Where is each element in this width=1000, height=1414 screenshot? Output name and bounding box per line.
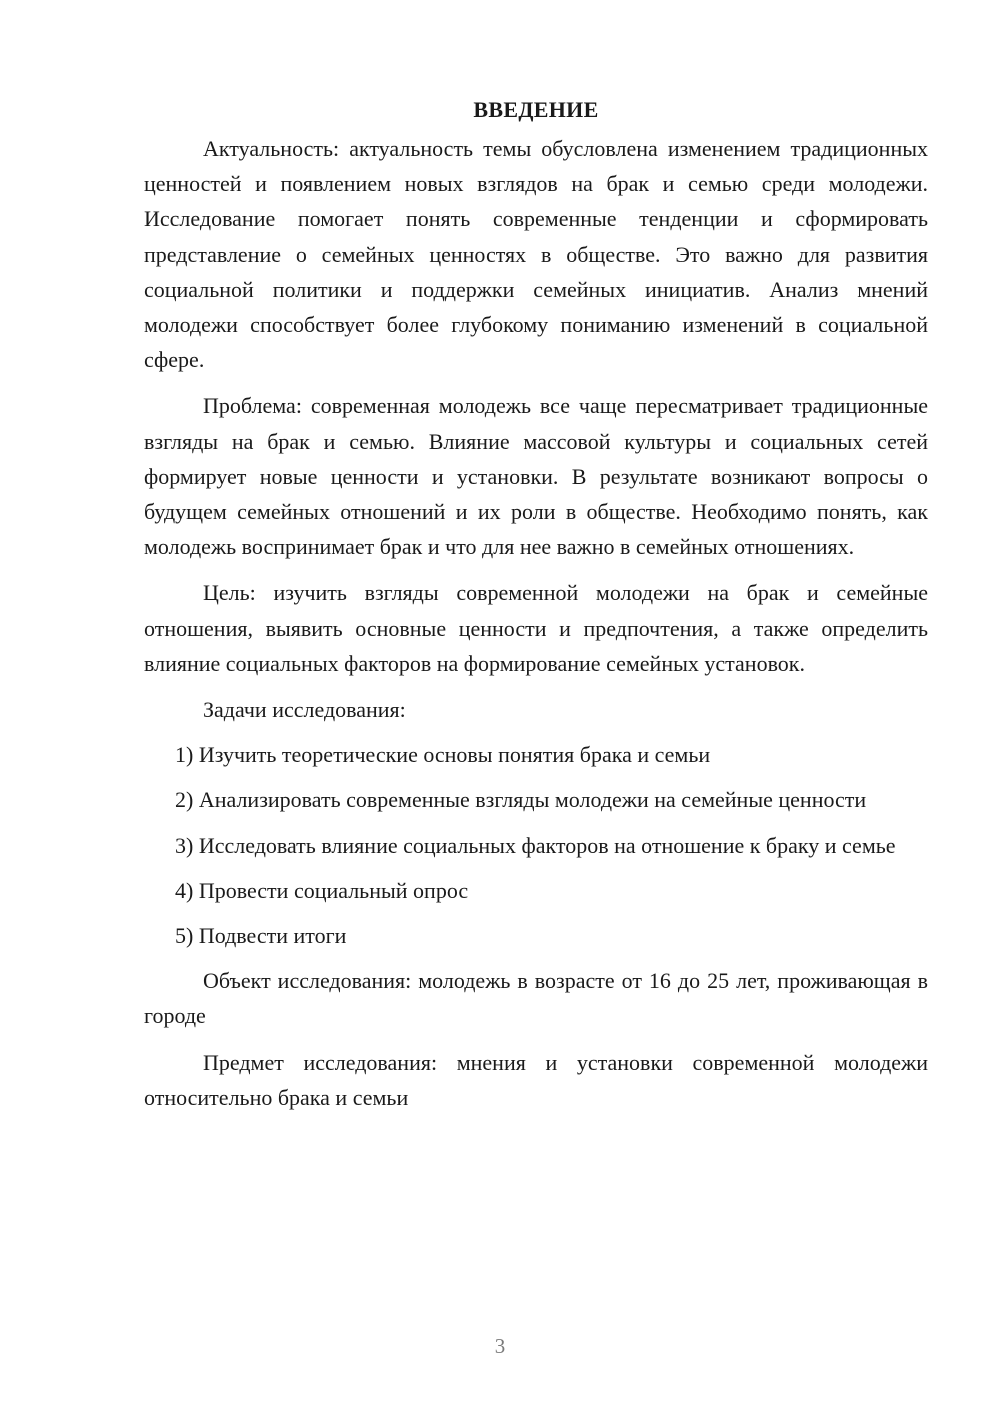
goal-paragraph: Цель: изучить взгляды современной молодежи на брак и семейные отношения, выявить основные ценности и предпочтения, а также определить влияние социальных факторов на формирование семейных установок. (144, 580, 928, 676)
section-heading: ВВЕДЕНИЕ (473, 97, 599, 122)
task-item-5: 5) Подвести итоги (175, 923, 347, 949)
subject-paragraph: Предмет исследования: мнения и установки современной молодежи относительно брака и семьи (144, 1049, 928, 1110)
task-item-2: 2) Анализировать современные взгляды молодежи на семейные ценности (175, 787, 867, 813)
object-paragraph: Объект исследования: молодежь в возрасте от 16 до 25 лет, проживающая в городе (144, 968, 928, 1029)
problem-paragraph: Проблема: современная молодежь все чаще пересматривает традиционные взгляды на брак и семью. Влияние массовой культуры и социальных сетей формирует новые ценности и установки. В результате возникают вопросы о будущем семейных отношений и их роли в обществе. Необходимо понять, как молодежь воспринимает брак и что для нее важно в семейных отношениях. (144, 393, 928, 560)
document-page (144, 92, 928, 1126)
task-item-4: 4) Провести социальный опрос (175, 877, 469, 903)
relevance-paragraph: Актуальность: актуальность темы обусловлена изменением традиционных ценностей и появлением новых взглядов на брак и семью среди молодежи. Исследование помогает понять современные тенденции и сформировать представление о семейных ценностях в обществе. Это важно для развития социальной политики и поддержки семейных инициатив. Анализ мнений молодежи способствует более глубокому пониманию изменений в социальной сфере. (144, 136, 928, 373)
task-item-1: 1) Изучить теоретические основы понятия брака и семьи (175, 742, 711, 768)
page-number: 3 (494, 1334, 506, 1358)
task-item-3: 3) Исследовать влияние социальных факторов на отношение к браку и семье (175, 832, 896, 858)
tasks-heading: Задачи исследования: (203, 697, 406, 723)
